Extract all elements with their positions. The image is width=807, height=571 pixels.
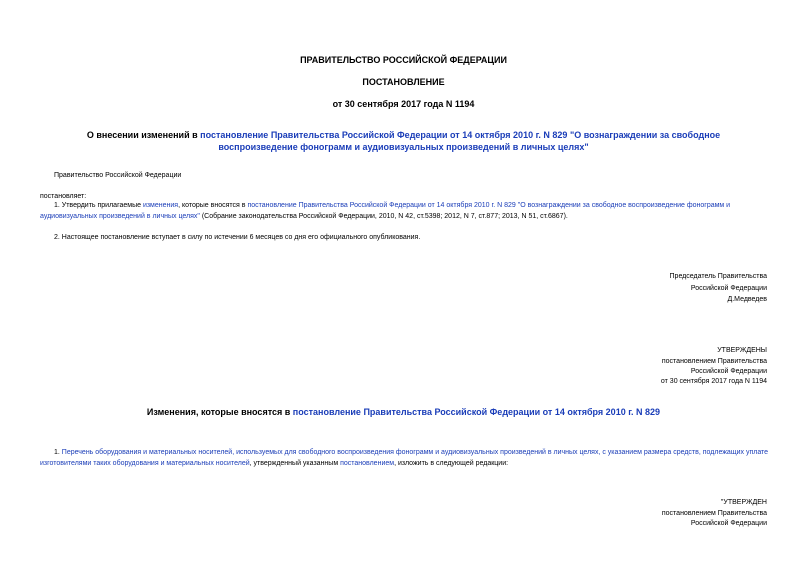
- changes-link[interactable]: изменения: [142, 202, 179, 209]
- changes-title: [0, 407, 807, 417]
- changes-title-prefix: Изменения, которые вносятся в: [146, 407, 293, 417]
- signature-line-2: Российской Федерации: [690, 285, 767, 292]
- resolution-829-link[interactable]: постановление Правительства Российской Федерации от 14 октября 2010 г. N 829 "О вознаграждении за свободное воспроизведение фонограмм и аудиовизуальных произведений в личных целях": [40, 202, 731, 220]
- changes-title-link[interactable]: постановление Правительства Российской Федерации от 14 октября 2010 г. N 829: [292, 407, 661, 417]
- title-link[interactable]: постановление Правительства Российской Федерации от 14 октября 2010 г. N 829 "О вознаграждении за свободное воспроизведение фонограмм и аудиовизуальных произведений в личных целях": [200, 130, 721, 152]
- approved-line-3: Российской Федерации: [690, 368, 767, 375]
- approved2-line-1: "УТВЕРЖДЕН: [720, 499, 767, 506]
- government-line: Правительство Российской Федерации: [54, 172, 182, 179]
- resolution-link[interactable]: постановлением: [340, 460, 395, 467]
- decree-item-1-text-3: (Собрание законодательства Российской Федерации, 2010, N 42, ст.5398; 2012, N 7, ст.877; 2013, N 51, ст.6867).: [199, 213, 568, 220]
- equipment-list-link[interactable]: Перечень оборудования и материальных носителей, используемых для свободного воспроизведения фонограмм и аудиовизуальных произведений в личных целях, с указанием размера средств, подлежащих уплате изготовителями таких оборудования и материальных носителей: [40, 449, 769, 467]
- document-type-heading: ПОСТАНОВЛЕНИЕ: [362, 77, 445, 87]
- decree-item-1-text-1: 1. Утвердить прилагаемые: [54, 202, 143, 209]
- document-title: [52, 129, 755, 153]
- approved-line-4: от 30 сентября 2017 года N 1194: [660, 378, 767, 385]
- decrees-line: постановляет:: [40, 193, 87, 200]
- title-prefix: О внесении изменений в: [86, 130, 201, 140]
- approved-line-1: УТВЕРЖДЕНЫ: [717, 347, 767, 354]
- approved2-line-3: Российской Федерации: [690, 520, 767, 527]
- change-item-1-text-2: , утвержденный указанным: [249, 460, 341, 467]
- decree-item-2: 2. Настоящее постановление вступает в силу по истечении 6 месяцев со дня его официального опубликования.: [54, 234, 421, 241]
- document-date-number: от 30 сентября 2017 года N 1194: [332, 99, 475, 109]
- change-item-1-text-1: 1.: [54, 449, 62, 456]
- decree-item-1: [40, 200, 770, 222]
- change-item-1: [40, 447, 770, 469]
- approved-line-2: постановлением Правительства: [661, 358, 767, 365]
- change-item-1-text-3: , изложить в следующей редакции:: [394, 460, 509, 467]
- government-heading: ПРАВИТЕЛЬСТВО РОССИЙСКОЙ ФЕДЕРАЦИИ: [300, 55, 507, 65]
- decree-item-1-text-2: , которые вносятся в: [178, 202, 248, 209]
- approved2-line-2: постановлением Правительства: [661, 510, 767, 517]
- signature-line-1: Председатель Правительства: [669, 273, 767, 280]
- signature-name: Д.Медведев: [727, 296, 767, 303]
